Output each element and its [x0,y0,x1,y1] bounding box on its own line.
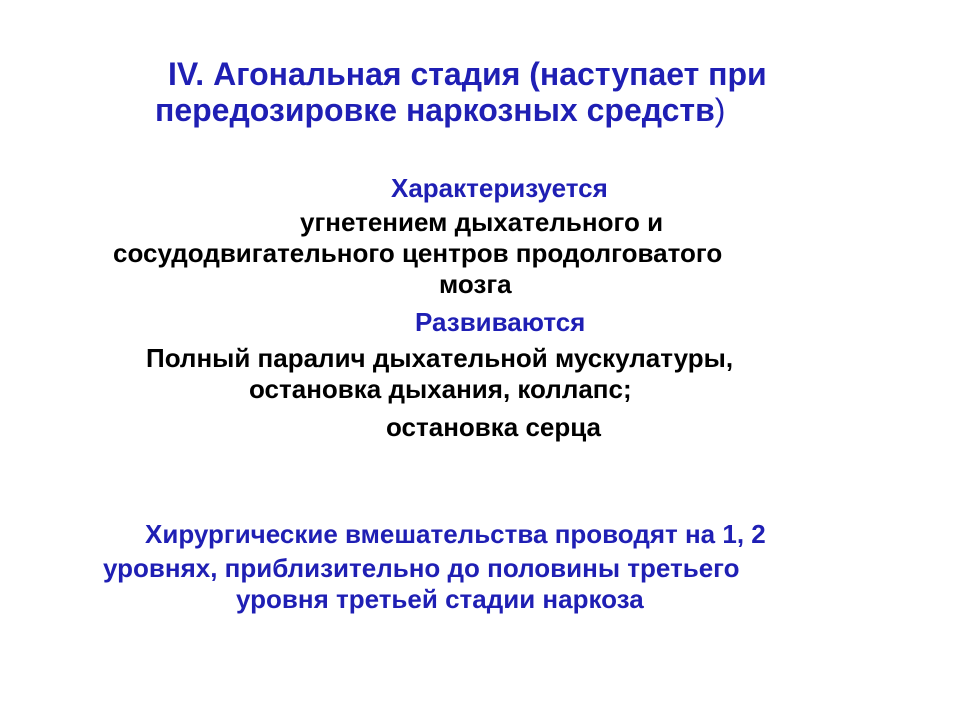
develop-text-line-2: остановка дыхания, коллапс; [249,374,632,404]
characterized-heading: Характеризуется [391,173,608,203]
characterized-text-line-3: мозга [439,269,512,299]
title-line-1: IV. Агональная стадия (наступает при [168,56,767,92]
surgery-note-line-2: уровнях, приблизительно до половины третьего [103,553,740,583]
develop-heading: Развиваются [415,307,586,337]
characterized-text-line-1: угнетением дыхательного и [300,207,664,237]
develop-text-line-1: Полный паралич дыхательной мускулатуры, [146,343,734,373]
surgery-note-line-3: уровня третьей стадии наркоза [236,584,644,614]
surgery-note-line-1: Хирургические вмешательства проводят на 1, 2 [145,519,766,549]
develop-text-line-3: остановка серца [386,412,602,442]
title-line-2 [155,94,725,126]
title-line-2-main: передозировке наркозных средств [155,92,715,128]
title-line-2-paren: ) [714,92,726,128]
characterized-text-line-2: сосудодвигательного центров продолговатого [113,238,723,268]
